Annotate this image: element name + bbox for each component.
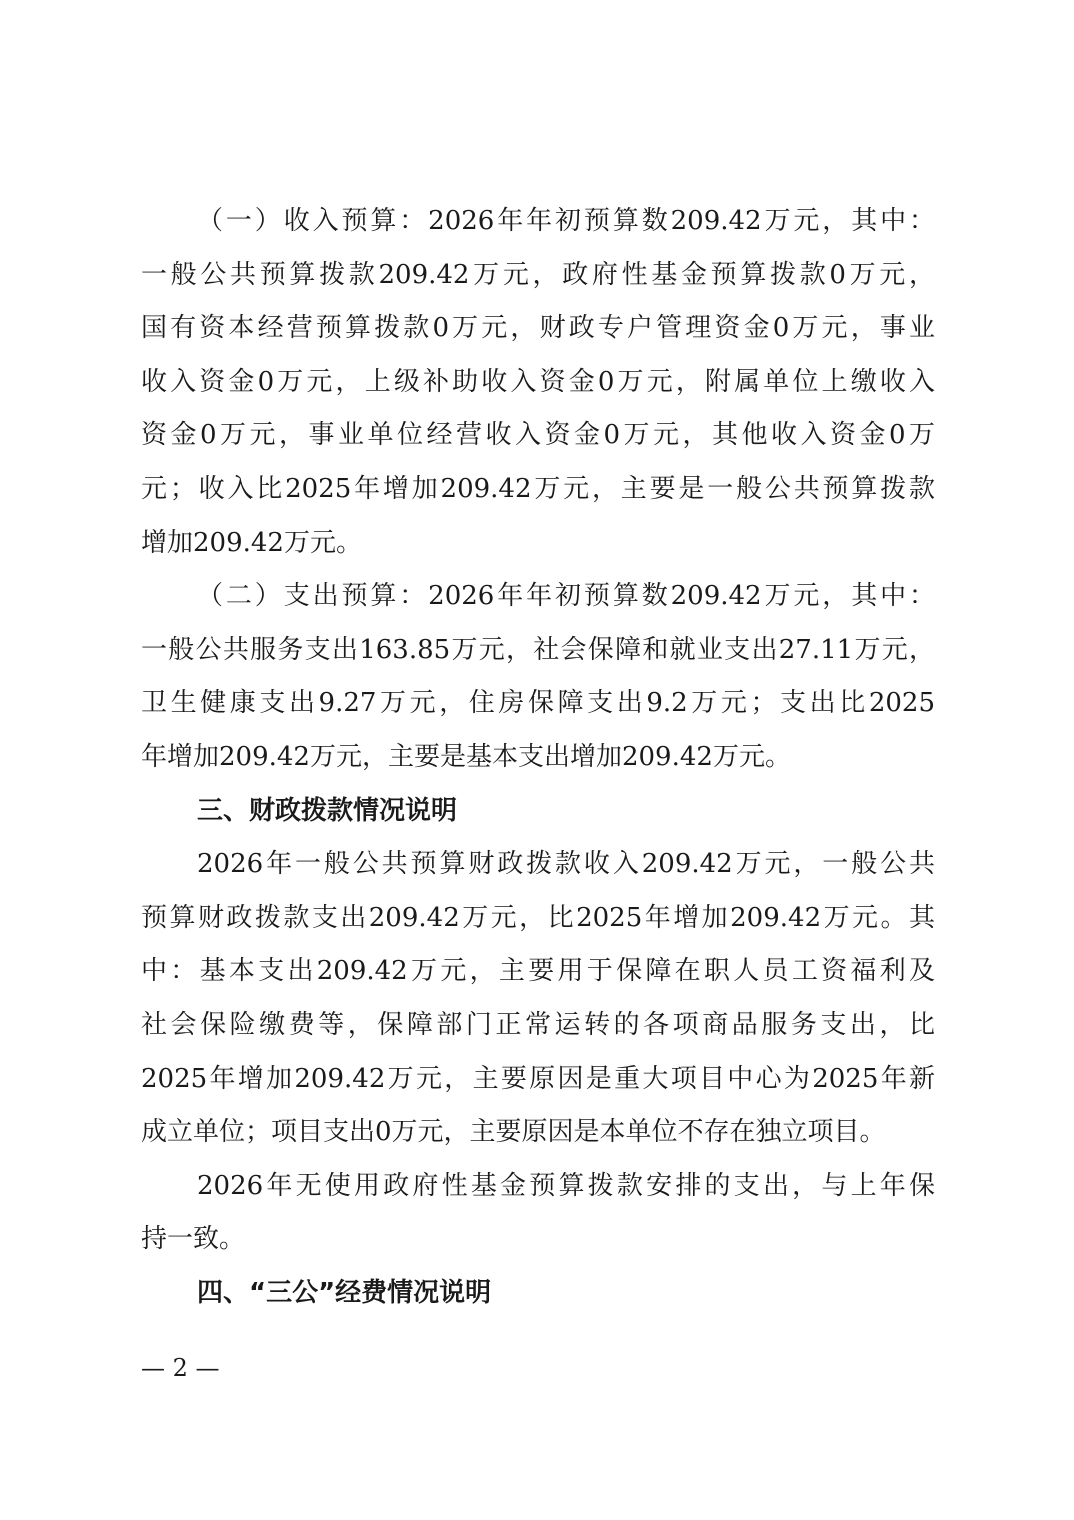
text-line: 四、“三公”经费情况说明 — [197, 1277, 492, 1308]
section-heading — [141, 785, 935, 839]
document-body — [141, 195, 935, 1320]
text-line: （二）支出预算：2026年年初预算数209.42万元，其中： — [197, 581, 935, 612]
text-line: 一般公共服务支出163.85万元，社会保障和就业支出27.11万元， — [141, 634, 935, 665]
text-line: 社会保险缴费等，保障部门正常运转的各项商品服务支出，比 — [141, 1009, 935, 1040]
text-line: 元；收入比2025年增加209.42万元，主要是一般公共预算拨款 — [141, 473, 935, 504]
text-line: 年增加209.42万元，主要是基本支出增加209.42万元。 — [141, 741, 791, 772]
text-line: 收入资金0万元，上级补助收入资金0万元，附属单位上缴收入 — [141, 366, 935, 397]
text-line: 2026年无使用政府性基金预算拨款安排的支出，与上年保 — [197, 1170, 935, 1201]
paragraph — [141, 195, 935, 570]
text-line: 2025年增加209.42万元，主要原因是重大项目中心为2025年新 — [141, 1063, 935, 1094]
text-line: 中：基本支出209.42万元，主要用于保障在职人员工资福利及 — [141, 956, 935, 987]
text-line: 资金0万元，事业单位经营收入资金0万元，其他收入资金0万 — [141, 420, 935, 451]
text-line: 成立单位；项目支出0万元，主要原因是本单位不存在独立项目。 — [141, 1117, 886, 1148]
text-line: （一）收入预算：2026年年初预算数209.42万元，其中： — [197, 206, 935, 236]
paragraph — [141, 570, 935, 784]
text-line: 三、财政拨款情况说明 — [197, 795, 458, 826]
text-line: 国有资本经营预算拨款0万元，财政专户管理资金0万元，事业 — [141, 313, 935, 344]
text-line: 预算财政拨款支出209.42万元，比2025年增加209.42万元。其 — [141, 902, 935, 933]
text-line: 卫生健康支出9.27万元，住房保障支出9.2万元；支出比2025 — [141, 688, 935, 719]
text-line: 2026年一般公共预算财政拨款收入209.42万元，一般公共 — [197, 849, 935, 880]
text-line: 持一致。 — [141, 1224, 246, 1255]
text-line: 增加209.42万元。 — [141, 527, 362, 558]
paragraph — [141, 1160, 935, 1267]
section-heading — [141, 1267, 935, 1321]
paragraph — [141, 838, 935, 1160]
page-number: — 2 — — [141, 1354, 220, 1382]
text-line: 一般公共预算拨款209.42万元，政府性基金预算拨款0万元， — [141, 259, 935, 290]
